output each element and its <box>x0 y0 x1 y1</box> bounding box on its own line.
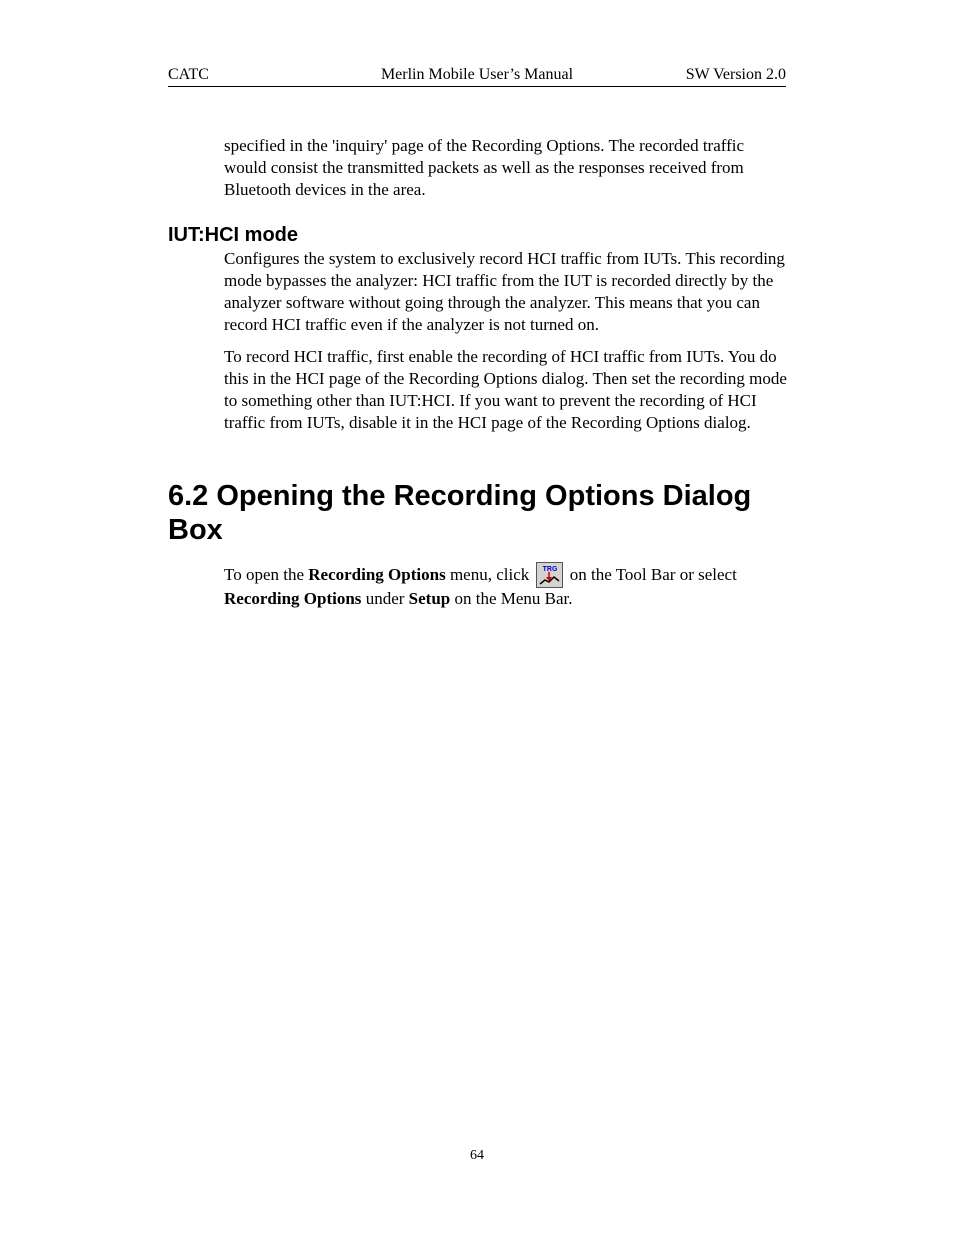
instr-text-1: To open the <box>224 565 309 584</box>
record-hci-instructions-paragraph: To record HCI traffic, first enable the recording of HCI traffic from IUTs. You do this in the HCI page of the Recording Options dialog. Then set the recording mode to something other than IUT:HCI. If you want to prevent the recording of HCI traffic from IUTs, disable it in the HCI page of the Recording Options dialog. <box>224 347 787 432</box>
page-header <box>168 64 786 87</box>
header-company: CATC <box>168 66 209 83</box>
icon-label: TRG <box>542 566 557 573</box>
recording-options-icon[interactable] <box>536 562 563 588</box>
open-dialog-instructions <box>224 562 790 610</box>
instr-bold-recording-options: Recording Options <box>308 565 446 584</box>
instr-text-4: under <box>361 589 409 608</box>
header-version: SW Version 2.0 <box>685 66 786 83</box>
instr-bold-recording-options-2: Recording Options <box>224 589 362 608</box>
instr-bold-setup: Setup <box>408 589 451 608</box>
iut-hci-mode-heading: IUT:HCI mode <box>168 224 298 246</box>
instr-text-5: on the Menu Bar. <box>450 589 573 608</box>
page-number: 64 <box>470 1148 484 1163</box>
continuation-paragraph: specified in the 'inquiry' page of the Recording Options. The recorded traffic would consist the transmitted packets as well as the responses received from Bluetooth devices in the area. <box>224 136 745 199</box>
header-manual-title: Merlin Mobile User’s Manual <box>380 66 574 83</box>
section-title: 6.2 Opening the Recording Options Dialog Box <box>168 480 752 546</box>
instr-text-3: on the Tool Bar or select <box>565 565 737 584</box>
instr-text-2: menu, click <box>445 565 534 584</box>
iut-hci-description-paragraph: Configures the system to exclusively record HCI traffic from IUTs. This recording mode bypasses the analyzer: HCI traffic from the IUT is recorded directly by the analyzer software without going through the analyzer. This means that you can record HCI traffic even if the analyzer is not turned on. <box>224 249 785 334</box>
